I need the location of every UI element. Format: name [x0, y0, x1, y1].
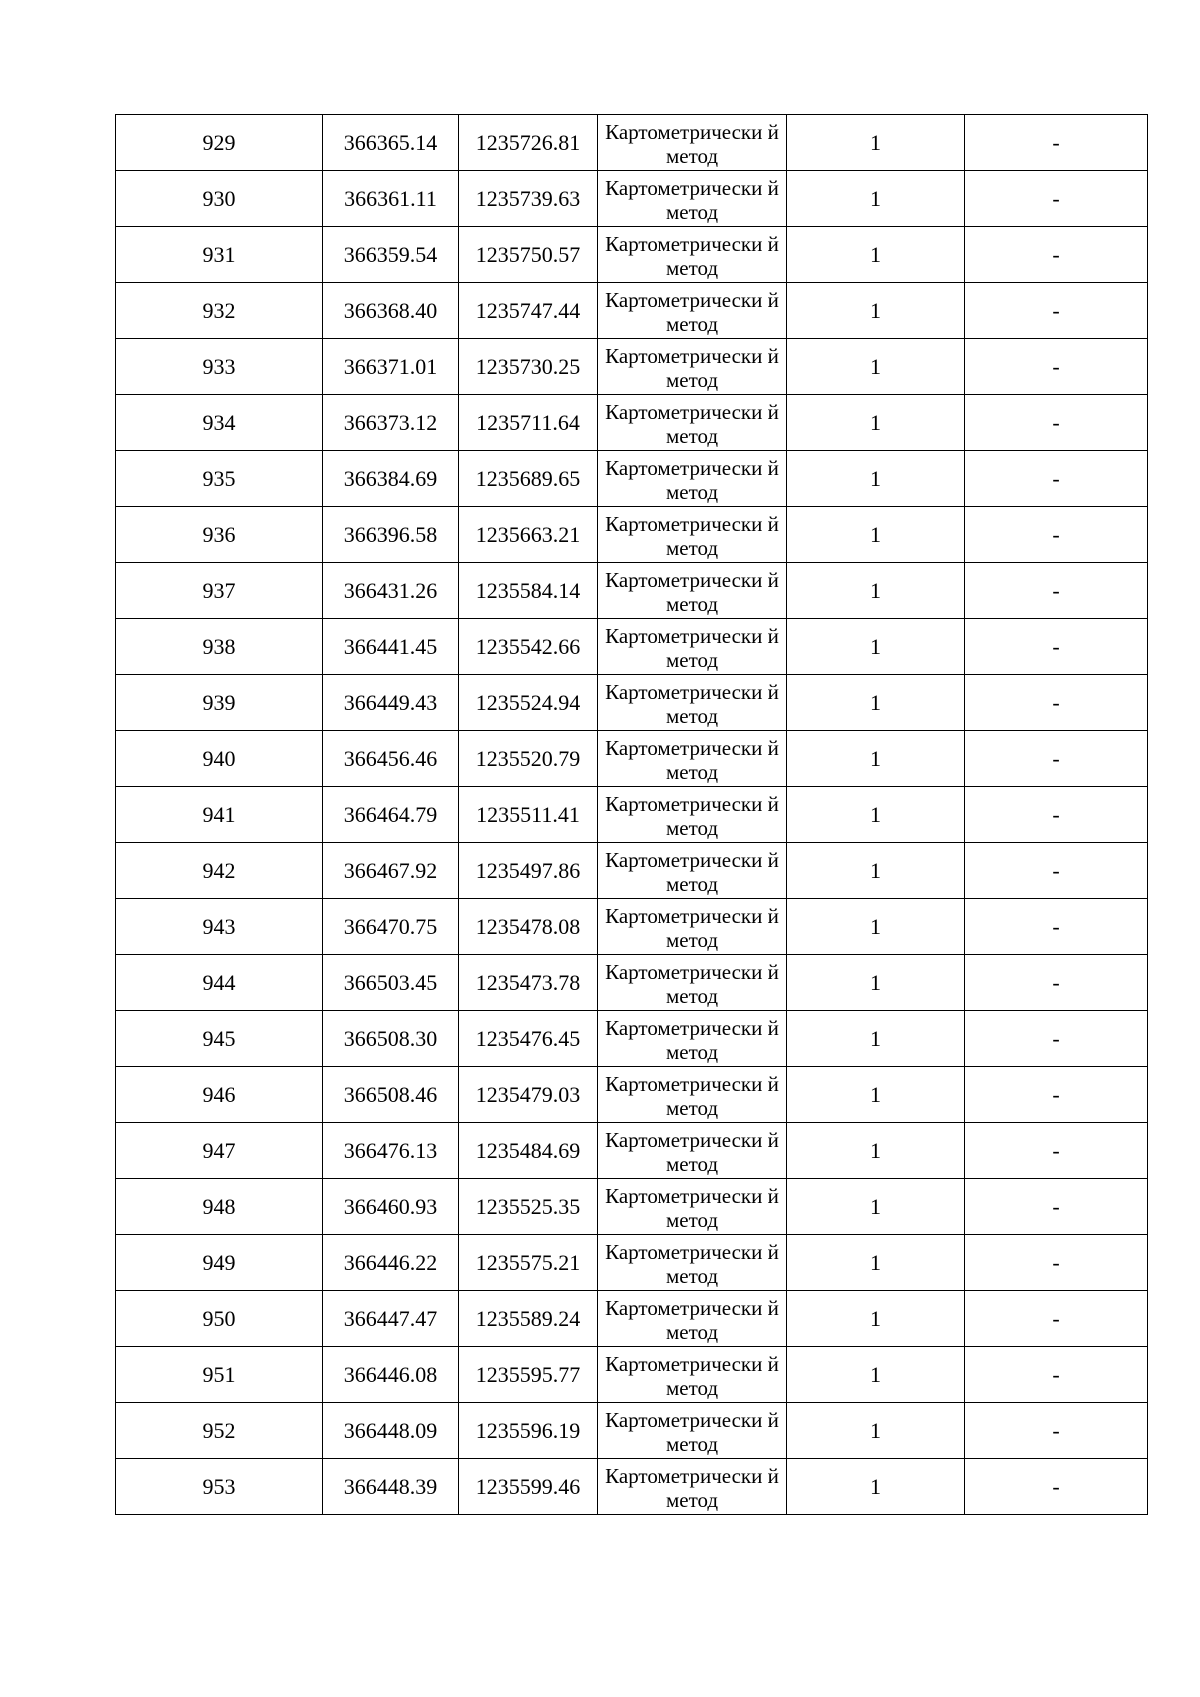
y-coordinate-cell: 1235595.77	[459, 1347, 598, 1403]
table-row	[116, 1291, 1148, 1347]
note-cell: -	[965, 339, 1148, 395]
note-cell: -	[965, 1011, 1148, 1067]
table-row	[116, 1067, 1148, 1123]
point-number-cell: 947	[116, 1123, 323, 1179]
accuracy-cell: 1	[787, 115, 965, 171]
point-number-cell: 939	[116, 675, 323, 731]
point-number-cell: 929	[116, 115, 323, 171]
note-cell: -	[965, 955, 1148, 1011]
x-coordinate-cell: 366431.26	[323, 563, 459, 619]
x-coordinate-cell: 366371.01	[323, 339, 459, 395]
point-number-cell: 952	[116, 1403, 323, 1459]
note-cell: -	[965, 675, 1148, 731]
point-number-cell: 932	[116, 283, 323, 339]
table-row	[116, 955, 1148, 1011]
table-row	[116, 843, 1148, 899]
note-cell: -	[965, 227, 1148, 283]
y-coordinate-cell: 1235478.08	[459, 899, 598, 955]
note-cell: -	[965, 1179, 1148, 1235]
note-cell: -	[965, 1123, 1148, 1179]
accuracy-cell: 1	[787, 1235, 965, 1291]
method-cell: Картометрически й метод	[598, 227, 787, 283]
point-number-cell: 942	[116, 843, 323, 899]
accuracy-cell: 1	[787, 507, 965, 563]
method-cell: Картометрически й метод	[598, 619, 787, 675]
method-cell: Картометрически й метод	[598, 787, 787, 843]
accuracy-cell: 1	[787, 1347, 965, 1403]
table-row	[116, 451, 1148, 507]
point-number-cell: 941	[116, 787, 323, 843]
note-cell: -	[965, 619, 1148, 675]
x-coordinate-cell: 366508.30	[323, 1011, 459, 1067]
note-cell: -	[965, 899, 1148, 955]
accuracy-cell: 1	[787, 731, 965, 787]
method-cell: Картометрически й метод	[598, 1459, 787, 1515]
x-coordinate-cell: 366470.75	[323, 899, 459, 955]
accuracy-cell: 1	[787, 171, 965, 227]
accuracy-cell: 1	[787, 1011, 965, 1067]
y-coordinate-cell: 1235599.46	[459, 1459, 598, 1515]
x-coordinate-cell: 366448.09	[323, 1403, 459, 1459]
x-coordinate-cell: 366449.43	[323, 675, 459, 731]
point-number-cell: 949	[116, 1235, 323, 1291]
method-cell: Картометрически й метод	[598, 339, 787, 395]
method-cell: Картометрически й метод	[598, 1235, 787, 1291]
table-row	[116, 339, 1148, 395]
y-coordinate-cell: 1235524.94	[459, 675, 598, 731]
x-coordinate-cell: 366503.45	[323, 955, 459, 1011]
accuracy-cell: 1	[787, 899, 965, 955]
x-coordinate-cell: 366446.08	[323, 1347, 459, 1403]
accuracy-cell: 1	[787, 227, 965, 283]
note-cell: -	[965, 1347, 1148, 1403]
point-number-cell: 946	[116, 1067, 323, 1123]
coordinates-table	[115, 114, 1148, 1515]
x-coordinate-cell: 366476.13	[323, 1123, 459, 1179]
accuracy-cell: 1	[787, 843, 965, 899]
table-row	[116, 563, 1148, 619]
table-body	[116, 115, 1148, 1515]
table-row	[116, 619, 1148, 675]
accuracy-cell: 1	[787, 1067, 965, 1123]
y-coordinate-cell: 1235739.63	[459, 171, 598, 227]
note-cell: -	[965, 731, 1148, 787]
y-coordinate-cell: 1235663.21	[459, 507, 598, 563]
x-coordinate-cell: 366361.11	[323, 171, 459, 227]
table-row	[116, 395, 1148, 451]
table-row	[116, 283, 1148, 339]
accuracy-cell: 1	[787, 619, 965, 675]
x-coordinate-cell: 366441.45	[323, 619, 459, 675]
note-cell: -	[965, 1291, 1148, 1347]
accuracy-cell: 1	[787, 1123, 965, 1179]
method-cell: Картометрически й метод	[598, 675, 787, 731]
method-cell: Картометрически й метод	[598, 563, 787, 619]
table-row	[116, 171, 1148, 227]
table-row	[116, 731, 1148, 787]
note-cell: -	[965, 451, 1148, 507]
y-coordinate-cell: 1235484.69	[459, 1123, 598, 1179]
accuracy-cell: 1	[787, 563, 965, 619]
y-coordinate-cell: 1235473.78	[459, 955, 598, 1011]
point-number-cell: 935	[116, 451, 323, 507]
table-row	[116, 115, 1148, 171]
point-number-cell: 931	[116, 227, 323, 283]
note-cell: -	[965, 507, 1148, 563]
x-coordinate-cell: 366447.47	[323, 1291, 459, 1347]
table-row	[116, 227, 1148, 283]
y-coordinate-cell: 1235575.21	[459, 1235, 598, 1291]
point-number-cell: 951	[116, 1347, 323, 1403]
x-coordinate-cell: 366368.40	[323, 283, 459, 339]
method-cell: Картометрически й метод	[598, 843, 787, 899]
point-number-cell: 940	[116, 731, 323, 787]
x-coordinate-cell: 366384.69	[323, 451, 459, 507]
x-coordinate-cell: 366456.46	[323, 731, 459, 787]
x-coordinate-cell: 366446.22	[323, 1235, 459, 1291]
accuracy-cell: 1	[787, 395, 965, 451]
y-coordinate-cell: 1235584.14	[459, 563, 598, 619]
y-coordinate-cell: 1235750.57	[459, 227, 598, 283]
note-cell: -	[965, 171, 1148, 227]
y-coordinate-cell: 1235479.03	[459, 1067, 598, 1123]
method-cell: Картометрически й метод	[598, 899, 787, 955]
note-cell: -	[965, 787, 1148, 843]
x-coordinate-cell: 366467.92	[323, 843, 459, 899]
note-cell: -	[965, 1403, 1148, 1459]
y-coordinate-cell: 1235596.19	[459, 1403, 598, 1459]
point-number-cell: 934	[116, 395, 323, 451]
table-row	[116, 1123, 1148, 1179]
table-row	[116, 675, 1148, 731]
method-cell: Картометрически й метод	[598, 171, 787, 227]
method-cell: Картометрически й метод	[598, 1403, 787, 1459]
accuracy-cell: 1	[787, 955, 965, 1011]
y-coordinate-cell: 1235511.41	[459, 787, 598, 843]
method-cell: Картометрически й метод	[598, 1011, 787, 1067]
method-cell: Картометрически й метод	[598, 395, 787, 451]
point-number-cell: 936	[116, 507, 323, 563]
table-row	[116, 1403, 1148, 1459]
accuracy-cell: 1	[787, 339, 965, 395]
y-coordinate-cell: 1235726.81	[459, 115, 598, 171]
method-cell: Картометрически й метод	[598, 1179, 787, 1235]
accuracy-cell: 1	[787, 451, 965, 507]
method-cell: Картометрически й метод	[598, 731, 787, 787]
point-number-cell: 948	[116, 1179, 323, 1235]
point-number-cell: 944	[116, 955, 323, 1011]
table-row	[116, 899, 1148, 955]
x-coordinate-cell: 366365.14	[323, 115, 459, 171]
x-coordinate-cell: 366373.12	[323, 395, 459, 451]
x-coordinate-cell: 366464.79	[323, 787, 459, 843]
method-cell: Картометрически й метод	[598, 283, 787, 339]
table-row	[116, 787, 1148, 843]
note-cell: -	[965, 283, 1148, 339]
x-coordinate-cell: 366359.54	[323, 227, 459, 283]
y-coordinate-cell: 1235730.25	[459, 339, 598, 395]
table-row	[116, 1459, 1148, 1515]
point-number-cell: 930	[116, 171, 323, 227]
accuracy-cell: 1	[787, 1179, 965, 1235]
point-number-cell: 938	[116, 619, 323, 675]
method-cell: Картометрически й метод	[598, 1291, 787, 1347]
accuracy-cell: 1	[787, 1459, 965, 1515]
note-cell: -	[965, 843, 1148, 899]
accuracy-cell: 1	[787, 675, 965, 731]
x-coordinate-cell: 366460.93	[323, 1179, 459, 1235]
y-coordinate-cell: 1235589.24	[459, 1291, 598, 1347]
point-number-cell: 953	[116, 1459, 323, 1515]
method-cell: Картометрически й метод	[598, 115, 787, 171]
table-row	[116, 1235, 1148, 1291]
note-cell: -	[965, 563, 1148, 619]
y-coordinate-cell: 1235542.66	[459, 619, 598, 675]
point-number-cell: 933	[116, 339, 323, 395]
point-number-cell: 950	[116, 1291, 323, 1347]
y-coordinate-cell: 1235520.79	[459, 731, 598, 787]
method-cell: Картометрически й метод	[598, 1123, 787, 1179]
method-cell: Картометрически й метод	[598, 1347, 787, 1403]
y-coordinate-cell: 1235747.44	[459, 283, 598, 339]
note-cell: -	[965, 395, 1148, 451]
y-coordinate-cell: 1235525.35	[459, 1179, 598, 1235]
y-coordinate-cell: 1235476.45	[459, 1011, 598, 1067]
note-cell: -	[965, 115, 1148, 171]
table-row	[116, 1347, 1148, 1403]
method-cell: Картометрически й метод	[598, 1067, 787, 1123]
x-coordinate-cell: 366448.39	[323, 1459, 459, 1515]
y-coordinate-cell: 1235497.86	[459, 843, 598, 899]
x-coordinate-cell: 366508.46	[323, 1067, 459, 1123]
x-coordinate-cell: 366396.58	[323, 507, 459, 563]
table-row	[116, 1011, 1148, 1067]
accuracy-cell: 1	[787, 787, 965, 843]
method-cell: Картометрически й метод	[598, 955, 787, 1011]
table-row	[116, 1179, 1148, 1235]
note-cell: -	[965, 1235, 1148, 1291]
y-coordinate-cell: 1235711.64	[459, 395, 598, 451]
note-cell: -	[965, 1067, 1148, 1123]
point-number-cell: 943	[116, 899, 323, 955]
accuracy-cell: 1	[787, 1291, 965, 1347]
accuracy-cell: 1	[787, 1403, 965, 1459]
method-cell: Картометрически й метод	[598, 451, 787, 507]
point-number-cell: 937	[116, 563, 323, 619]
point-number-cell: 945	[116, 1011, 323, 1067]
note-cell: -	[965, 1459, 1148, 1515]
method-cell: Картометрически й метод	[598, 507, 787, 563]
accuracy-cell: 1	[787, 283, 965, 339]
y-coordinate-cell: 1235689.65	[459, 451, 598, 507]
table-row	[116, 507, 1148, 563]
